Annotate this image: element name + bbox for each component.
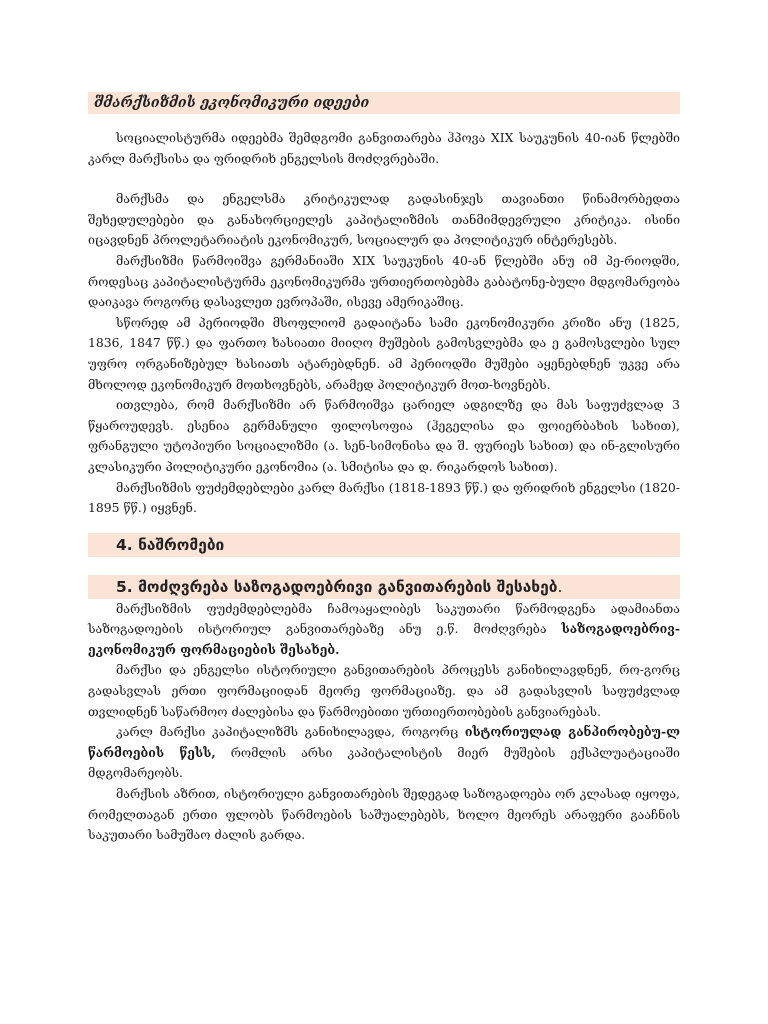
paragraph-critique: მარქსმა და ენგელსმა კრიტიკულად გადასინჯეს თავიანთი წინამორბედთა შეხედულებები და განახორციელეს კაპიტალიზმის თანმიმდევრული კრიტიკა. ისინი იცავდნენ პროლეტარიატის ეკონომიკურ, სოციალურ და პოლიტიკურ ინტერესებს. bbox=[88, 191, 680, 248]
paragraph-capitalism bbox=[88, 722, 680, 784]
section-heading-marxism-economic-ideas: შმარქსიზმის ეკონომიკური იდეები bbox=[88, 92, 680, 114]
paragraph-capitalism-rest: რომლის არსი კაპიტალისტის მიერ მუშების ექსპლუატაციაში მდგომარეობს. bbox=[88, 744, 680, 781]
section-heading-works: 4. ნაშრომები bbox=[88, 533, 680, 557]
section-heading-dot: . bbox=[557, 577, 563, 596]
section-heading-social-development-text: 5. მოძღვრება საზოგადოებრივი განვითარების შესახებ bbox=[116, 577, 558, 596]
paragraph-transition: მარქსი და ენგელსი ისტორიული განვითარების პროცესს განიხილავდნენ, რო-გორც გადასვლას ერთი ფორმაციიდან მეორე ფორმაციაზე. და ამ გადასვლის საფუძვლად თვლიდნენ საწარმოო ძალებისა და წარმოებითი ურთიერთობების განვიარებას. bbox=[88, 662, 680, 719]
paragraph-formations bbox=[88, 599, 680, 661]
paragraph-classes: მარქსის აზრით, ისტორიული განვითარების შედეგად საზოგადოება ორ კლასად იყოფა, რომელთაგან ერთი ფლობს წარმოების საშუალებებს, ხოლო მეორეს არაფერი გააჩნის საკუთარი სამუშაო ძალის გარდა. bbox=[88, 786, 680, 843]
paragraph-formations-text: მარქსიზმის ფუძემდებლებმა ჩამოაყალიბეს საკუთარი წარმოდგენა ადამიანთა საზოგადოების ისტორიულ განვითარებაზე ანუ ე.წ. მოძღვრება bbox=[88, 600, 680, 637]
paragraph-capitalism-bold: ისტორიულად განპირობებუ-ლ წარმოების წესს, bbox=[88, 724, 681, 760]
document-page bbox=[88, 92, 680, 846]
paragraph-sources: ითვლება, რომ მარქსიზმი არ წარმოიშვა ცარიელ ადგილზე და მას საფუძვლად 3 წყაროუდევს. ესენია გერმანული ფილოსოფია (ჰეგელისა და ფოიერბახის სახით), ფრანგული უტოპიური სოციალიზმი (ა. სენ-სიმონისა და შ. ფურიეს სახით) და ინ-გლისური კლასიკური პოლიტიკური ეკონომია (ა. სმიტისა და დ. რიკარდოს სახით). bbox=[88, 397, 680, 474]
paragraph-intro: სოციალისტურმა იდეებმა შემდგომი განვითარება ჰპოვა XIX საუკუნის 40-იან წლებში კარლ მარქსისა და ფრიდრიხ ენგელსის მოძღვრებაში. bbox=[88, 130, 680, 166]
paragraph-origin: მარქსიზმი წარმოიშვა გერმანიაში XIX საუკუნის 40-ან წლებში ანუ იმ პე-რიოდში, როდესაც კაპიტალისტურმა ეკონომიკურმა ურთიერთობებმა გაბატონე-ბული მდგომარეობა დაიკავა როგორც დასავლეთ ევროპაში, ისევე ამერიკაშიც. bbox=[88, 252, 680, 310]
paragraph-founders: მარქსიზმის ფუძემდებლები კარლ მარქსი (1818-1893 წწ.) და ფრიდრიხ ენგელსი (1820-1895 წწ.) იყვნენ. bbox=[88, 479, 680, 516]
paragraph-formations-bold: საზოგადოებრივ-ეკონომიკურ ფორმაციების შესახებ. bbox=[88, 621, 680, 657]
section-heading-social-development bbox=[88, 575, 680, 599]
paragraph-capitalism-text: კარლ მარქსი კაპიტალიზმს განიხილავდა, როგორც bbox=[116, 724, 465, 740]
paragraph-crises: სწორედ ამ პერიოდში მსოფლიომ გადაიტანა სამი ეკონომიკური კრიზი ანუ (1825, 1836, 1847 წწ.) და ფართო ხასიათი მიიღო მუშების გამოსვლებმა და ე გამოსვლები სულ უფრო ორგანიზებულ ხასიათს ატარებდნენ. ამ პერიოდში მუშები აყენებდნენ უკვე არა მხოლოდ ეკონომიკურ მოთხოვნებს, არამედ პოლიტიკურ მოთ-ხოვნებს. bbox=[88, 314, 680, 392]
